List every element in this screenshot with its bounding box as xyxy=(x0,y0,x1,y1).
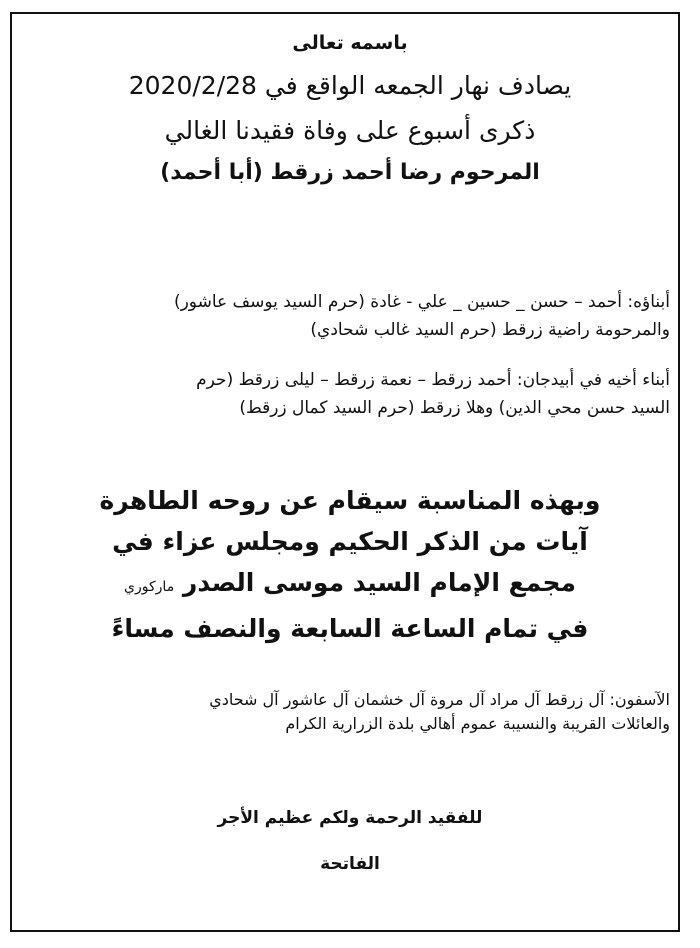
venue-name: مجمع الإمام السيد موسى الصدر xyxy=(182,568,576,597)
fatiha-line: الفاتحة xyxy=(320,854,380,874)
mourners-line: الآسفون: آل زرقط آل مراد آل مروة آل خشمان آل عاشور آل شحادي xyxy=(209,690,670,709)
sons-paragraph xyxy=(48,288,670,344)
bismillah-heading: باسمه تعالى xyxy=(292,32,408,54)
announcement-line: وبهذه المناسبة سيقام عن روحه الطاهرة xyxy=(99,486,601,515)
announcement-time-line: في تمام الساعة السابعة والنصف مساءً xyxy=(111,614,589,643)
deceased-name: المرحوم رضا أحمد زرقط (أبا أحمد) xyxy=(160,160,540,185)
announcement-venue-line xyxy=(60,562,640,608)
announcement-line: آيات من الذكر الحكيم ومجلس عزاء في xyxy=(112,527,588,556)
closing-block xyxy=(150,795,550,887)
nephews-line: السيد حسن محي الدين) وهلا زرقط (حرم السيد كمال زرقط) xyxy=(239,398,670,418)
condolence-line: للفقيد الرحمة ولكم عظيم الأجر xyxy=(217,808,483,828)
notice-header xyxy=(30,18,670,185)
announcement-block xyxy=(60,480,640,649)
sons-line: أبناؤه: أحمد – حسن _ حسين _ علي - غادة (حرم السيد يوسف عاشور) xyxy=(173,292,670,312)
memorial-line: ذكرى أسبوع على وفاة فقيدنا الغالي xyxy=(164,116,536,145)
nephews-line: أبناء أخيه في أبيدجان: أحمد زرقط – نعمة زرقط – ليلى زرقط (حرم xyxy=(196,370,670,390)
venue-area: ماركوري xyxy=(124,579,175,595)
mourners-line: والعائلات القريبة والنسيبة عموم أهالي بلدة الزرارية الكرام xyxy=(285,714,670,733)
nephews-paragraph xyxy=(48,366,670,422)
mourners-paragraph xyxy=(80,688,670,736)
sons-line: والمرحومة راضية زرقط (حرم السيد غالب شحادي) xyxy=(310,320,670,340)
date-line: يصادف نهار الجمعه الواقع في 2020/2/28 xyxy=(128,71,572,100)
